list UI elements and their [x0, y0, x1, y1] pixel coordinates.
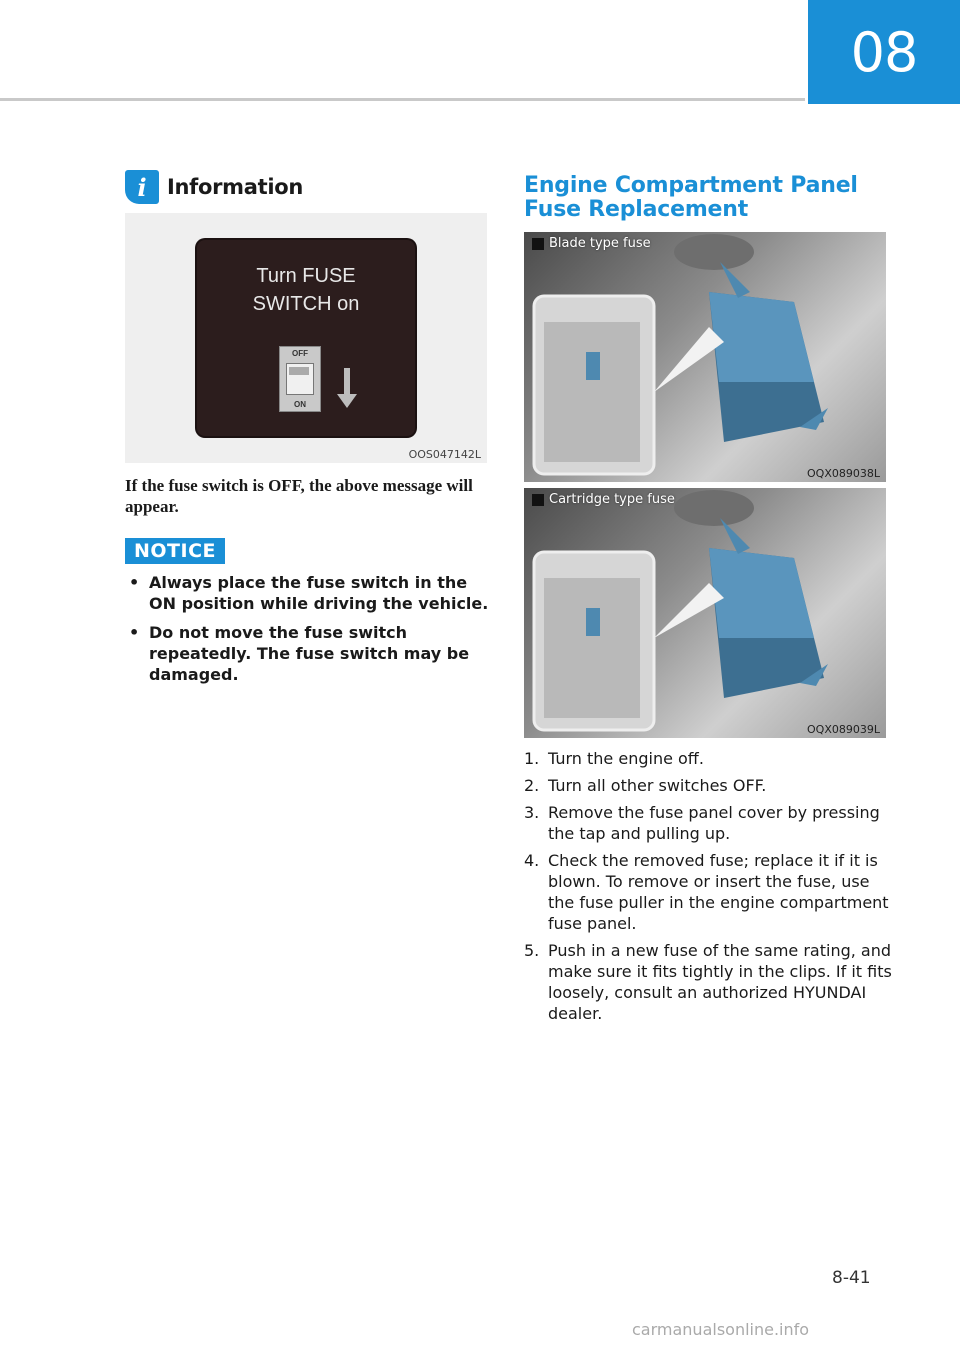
notice-item: • Always place the fuse switch in the ON position while driving the vehicle.	[129, 573, 489, 613]
caption-marker	[532, 238, 544, 250]
photo-caption: Blade type fuse	[532, 236, 651, 251]
figure-code: OOS047142L	[408, 448, 481, 461]
step-item: 4. Check the removed fuse; replace it if it is blown. To remove or insert the fuse, use the fuse puller in the engine compartment fuse panel.	[524, 851, 889, 933]
cartridge-fuse-photo	[524, 488, 886, 738]
steps-list	[524, 748, 894, 1030]
bullet: •	[129, 623, 140, 642]
engine-bay-illustration	[524, 488, 886, 738]
notice-badge: NOTICE	[125, 538, 225, 564]
blade-fuse-photo	[524, 232, 886, 482]
information-title: Information	[167, 175, 304, 199]
cluster-display	[197, 240, 415, 436]
arrow-down-icon	[337, 368, 357, 408]
info-icon: i	[125, 170, 159, 204]
step-item: 1. Turn the engine off.	[524, 749, 704, 768]
bullet: •	[129, 573, 140, 592]
section-title: Engine Compartment Panel Fuse Replacement	[524, 173, 858, 222]
figure-code: OQX089039L	[807, 723, 880, 736]
display-message: Turn FUSE SWITCH on	[252, 265, 360, 315]
chapter-tab: 08	[808, 0, 960, 104]
page-number: 8-41	[832, 1268, 871, 1288]
step-item: 2. Turn all other switches OFF.	[524, 776, 767, 795]
notice-item: • Do not move the fuse switch repeatedly. The fuse switch may be damaged.	[129, 623, 470, 684]
switch-off-label: OFF	[292, 349, 308, 358]
header-rule	[0, 98, 805, 101]
switch-on-label: ON	[294, 400, 306, 409]
photo-caption: Cartridge type fuse	[532, 492, 675, 507]
step-item: 5. Push in a new fuse of the same rating, and make sure it fits tightly in the clips. If it fits loosely, consult an authorized HYUNDAI dealer.	[524, 941, 892, 1023]
step-item: 3. Remove the fuse panel cover by pressing the tap and pulling up.	[524, 803, 880, 843]
fuse-switch-message-figure	[125, 213, 487, 463]
engine-bay-illustration	[524, 232, 886, 482]
switch-body	[286, 363, 314, 395]
caption-marker	[532, 494, 544, 506]
information-heading	[125, 170, 303, 204]
figure-code: OQX089038L	[807, 467, 880, 480]
notice-list	[125, 572, 490, 693]
body-text: If the fuse switch is OFF, the above message will appear.	[125, 476, 473, 516]
watermark: carmanualsonline.info	[632, 1320, 810, 1339]
fuse-switch-graphic	[279, 346, 321, 412]
